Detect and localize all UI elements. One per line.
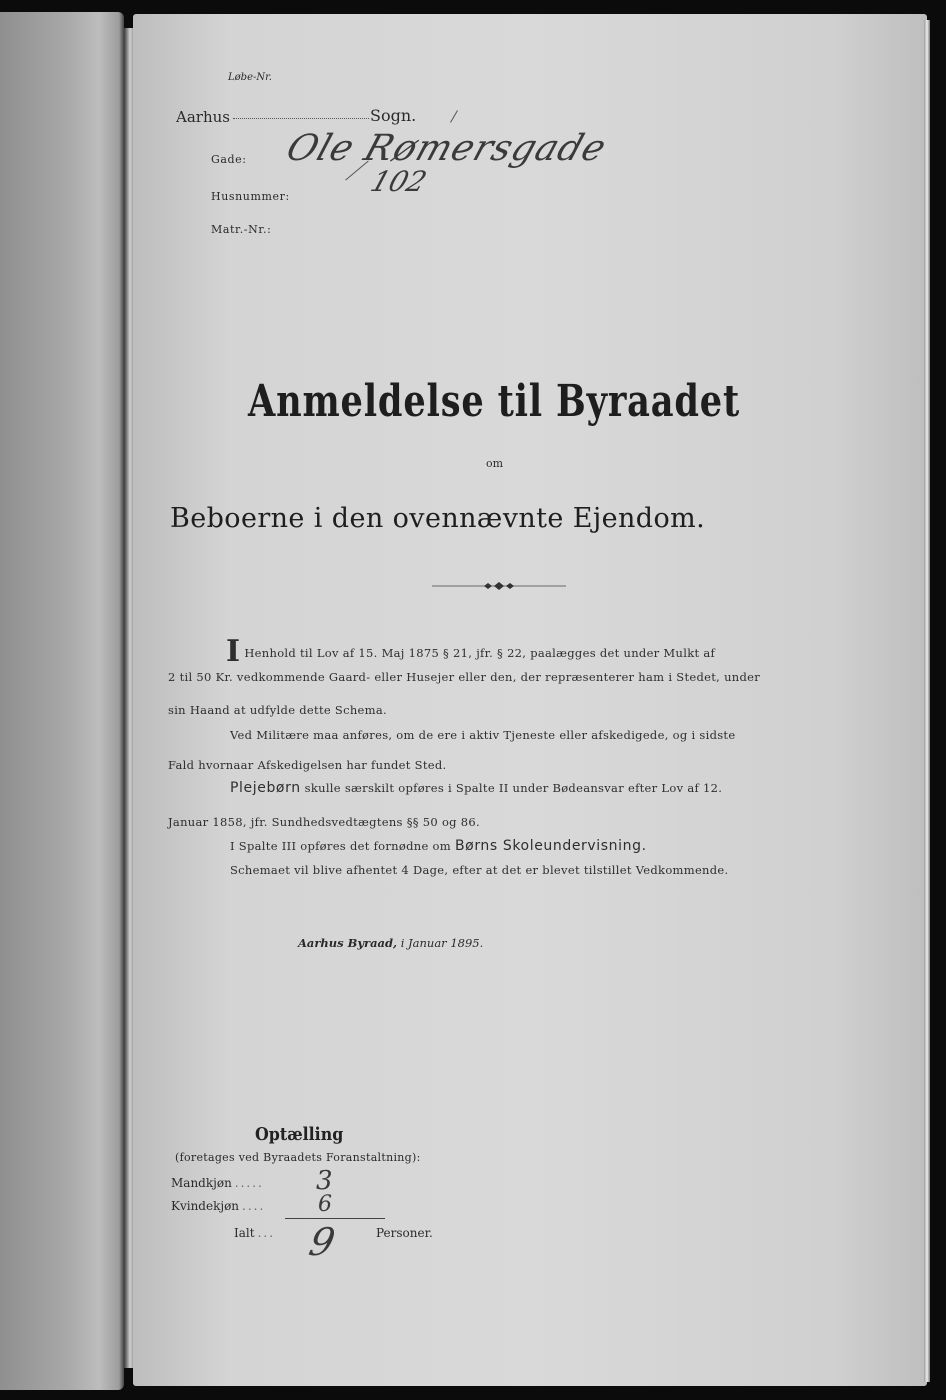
count-subtitle: (foretages ved Byraadets Foranstaltning):	[175, 1151, 421, 1164]
document-title: Anmeldelse til Byraadet	[248, 376, 741, 427]
total-label: Ialt	[234, 1226, 255, 1240]
paragraph-fosterchildren-line1	[230, 780, 722, 796]
title-connector: om	[486, 457, 504, 470]
street-handwritten-value: Ole Rømersgade	[281, 128, 612, 169]
total-count-row	[234, 1226, 275, 1240]
paragraph-text: skulle særskilt opføres i Spalte II under Bødeansvar efter Lov af 12.	[304, 781, 723, 795]
parish-fill-line	[233, 118, 369, 119]
signature-date: i Januar 1895.	[400, 936, 484, 950]
male-label: Mandkjøn	[171, 1176, 232, 1190]
paragraph-law-line1	[226, 634, 715, 669]
male-count-row	[171, 1176, 264, 1190]
sum-line	[285, 1218, 385, 1219]
paragraph-pickup: Schemaet vil blive afhentet 4 Dage, efter at det er blevet tilstillet Vedkommende.	[230, 863, 729, 877]
left-page-edge	[0, 12, 124, 1390]
paragraph-military-line1: Ved Militære maa anføres, om de ere i aktiv Tjeneste eller afskedigede, og i sidste	[230, 728, 736, 742]
paragraph-schooling	[230, 838, 647, 854]
leader-dots: .....	[234, 1176, 264, 1190]
matr-nr-label: Matr.-Nr.:	[211, 223, 272, 236]
page-right-edge	[924, 20, 930, 1382]
drop-initial: I	[226, 634, 241, 669]
parish-suffix: Sogn.	[370, 106, 417, 125]
leader-dots: ...	[257, 1226, 276, 1240]
persons-label: Personer.	[376, 1226, 433, 1240]
signature-org: Aarhus Byraad,	[298, 936, 398, 950]
female-count-value: 6	[318, 1192, 332, 1217]
paragraph-text: Henhold til Lov af 15. Maj 1875 § 21, jfr. § 22, paalægges det under Mulkt af	[244, 646, 716, 660]
paragraph-law-line2: 2 til 50 Kr. vedkommende Gaard- eller Husejer eller den, der repræsenterer ham i Stedet, under	[168, 670, 761, 684]
leader-dots: ....	[242, 1199, 266, 1213]
paragraph-law-line3: sin Haand at udfylde dette Schema.	[168, 703, 387, 717]
female-count-row	[171, 1199, 265, 1213]
female-label: Kvindekjøn	[171, 1199, 240, 1213]
paragraph-military-line2: Fald hvornaar Afskedigelsen har fundet Sted.	[168, 758, 447, 772]
male-count-value: 3	[316, 1166, 333, 1196]
paragraph-fosterchildren-line2: Januar 1858, jfr. Sundhedsvedtægtens §§ 50 og 86.	[168, 815, 480, 829]
total-count-value: 9	[305, 1220, 339, 1264]
parish-prefix: Aarhus	[176, 108, 230, 126]
emphasis-text: Børns Skoleundervisning.	[454, 838, 647, 854]
house-number-label: Husnummer:	[211, 190, 290, 203]
lobe-nr-label: Løbe-Nr.	[228, 72, 272, 83]
paragraph-text: I Spalte III opføres det fornødne om	[230, 839, 451, 853]
house-number-handwritten-value: 102	[366, 165, 431, 198]
ornament-divider	[432, 581, 566, 591]
emphasis-text: Plejebørn	[230, 780, 301, 796]
street-label: Gade:	[211, 153, 247, 166]
signature-line	[298, 936, 483, 950]
count-title: Optælling	[255, 1124, 344, 1145]
document-subtitle: Beboerne i den ovennævnte Ejendom.	[170, 503, 706, 534]
